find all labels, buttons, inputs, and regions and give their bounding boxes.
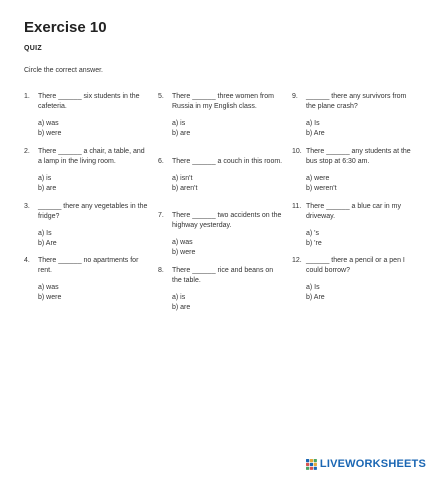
question-number: 1. bbox=[24, 93, 30, 100]
question-number: 8. bbox=[158, 267, 164, 274]
brand-logo[interactable] bbox=[306, 458, 426, 470]
question-text: There ______ rice and beans on the table. bbox=[172, 267, 274, 284]
option-a[interactable]: a) were bbox=[306, 175, 330, 182]
question-3 bbox=[24, 202, 149, 249]
question-text: There ______ three women from Russia in my English class. bbox=[172, 93, 274, 110]
option-b[interactable]: b) weren't bbox=[306, 185, 337, 192]
option-b[interactable]: b) were bbox=[38, 294, 62, 301]
option-a[interactable]: a) Is bbox=[306, 120, 320, 127]
question-text: There ______ a chair, a table, and a lamp in the living room. bbox=[38, 148, 145, 165]
question-text: There ______ any students at the bus stop at 6:30 am. bbox=[306, 148, 411, 165]
question-text: There ______ a couch in this room. bbox=[172, 158, 283, 165]
option-b[interactable]: b) Are bbox=[38, 240, 57, 247]
question-number: 7. bbox=[158, 212, 164, 219]
option-a[interactable]: a) was bbox=[38, 284, 59, 291]
question-8 bbox=[158, 266, 283, 313]
question-11 bbox=[292, 202, 417, 249]
option-a[interactable]: a) is bbox=[172, 294, 186, 301]
question-2 bbox=[24, 147, 149, 194]
option-b[interactable]: b) 're bbox=[306, 240, 322, 247]
option-b[interactable]: b) are bbox=[172, 130, 191, 137]
option-a[interactable]: a) was bbox=[38, 120, 59, 127]
question-text: ______ there any vegetables in the fridge? bbox=[38, 203, 148, 220]
question-number: 11. bbox=[292, 203, 302, 210]
section-label: QUIZ bbox=[24, 45, 42, 52]
option-a[interactable]: a) isn't bbox=[172, 175, 193, 182]
liveworksheets-logo-icon bbox=[306, 459, 317, 470]
question-text: ______ there any survivors from the plane crash? bbox=[306, 93, 407, 110]
option-a[interactable]: a) Is bbox=[38, 230, 52, 237]
option-a[interactable]: a) is bbox=[38, 175, 52, 182]
option-b[interactable]: b) aren't bbox=[172, 185, 198, 192]
question-4 bbox=[24, 256, 149, 303]
option-b[interactable]: b) are bbox=[38, 185, 57, 192]
option-a[interactable]: a) Is bbox=[306, 284, 320, 291]
option-a[interactable]: a) was bbox=[172, 239, 193, 246]
question-number: 4. bbox=[24, 257, 30, 264]
question-12 bbox=[292, 256, 417, 303]
option-b[interactable]: b) Are bbox=[306, 130, 325, 137]
question-9 bbox=[292, 92, 417, 139]
question-6 bbox=[158, 157, 283, 194]
question-number: 2. bbox=[24, 148, 30, 155]
question-number: 6. bbox=[158, 158, 164, 165]
option-b[interactable]: b) were bbox=[172, 249, 196, 256]
question-1 bbox=[24, 92, 149, 139]
question-10 bbox=[292, 147, 417, 194]
option-b[interactable]: b) were bbox=[38, 130, 62, 137]
question-text: There ______ six students in the cafeteria. bbox=[38, 93, 140, 110]
question-number: 3. bbox=[24, 203, 30, 210]
question-number: 9. bbox=[292, 93, 298, 100]
question-number: 12. bbox=[292, 257, 302, 264]
question-7 bbox=[158, 211, 283, 258]
question-number: 10. bbox=[292, 148, 302, 155]
question-text: There ______ no apartments for rent. bbox=[38, 257, 139, 274]
brand-name: LIVEWORKSHEETS bbox=[319, 458, 426, 470]
option-b[interactable]: b) Are bbox=[306, 294, 325, 301]
question-number: 5. bbox=[158, 93, 164, 100]
instructions: Circle the correct answer. bbox=[24, 67, 103, 74]
page-title: Exercise 10 bbox=[24, 19, 107, 36]
option-a[interactable]: a) 's bbox=[306, 230, 320, 237]
question-text: ______ there a pencil or a pen I could borrow? bbox=[306, 257, 405, 274]
option-b[interactable]: b) are bbox=[172, 304, 191, 311]
option-a[interactable]: a) is bbox=[172, 120, 186, 127]
question-text: There ______ two accidents on the highway yesterday. bbox=[172, 212, 282, 229]
question-text: There ______ a blue car in my driveway. bbox=[306, 203, 401, 220]
question-5 bbox=[158, 92, 283, 139]
